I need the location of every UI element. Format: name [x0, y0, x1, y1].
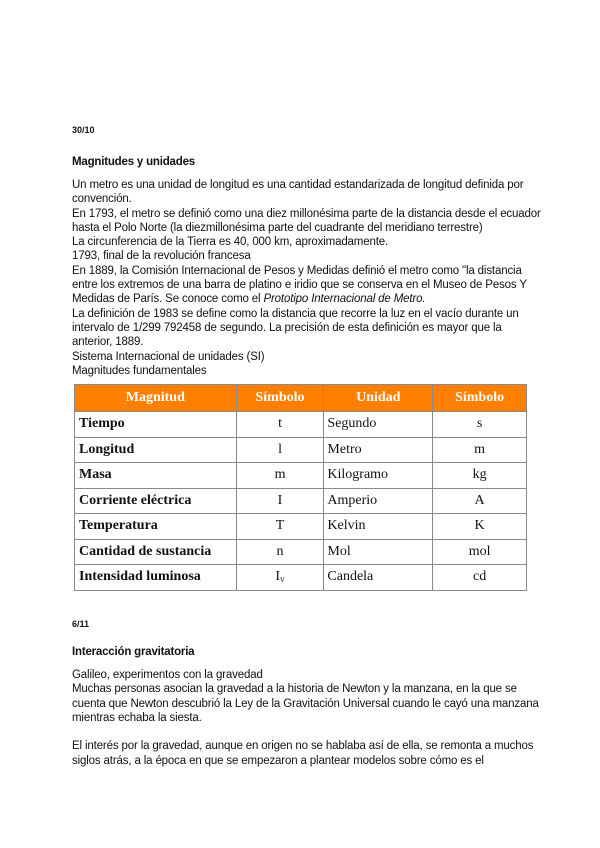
symbol-subscript: v	[280, 574, 285, 585]
cell-magnitud: Tiempo	[75, 412, 237, 438]
paragraph: Magnitudes fundamentales	[72, 364, 207, 377]
cell-unidad-simbolo: kg	[433, 463, 527, 489]
paragraph: La circunferencia de la Tierra es 40, 000 km, aproximadamente.	[72, 236, 389, 249]
body-text	[72, 668, 542, 768]
table-row	[75, 488, 527, 514]
cell-unidad-simbolo: K	[433, 514, 527, 540]
date-label: 30/10	[72, 125, 95, 135]
cell-simbolo: n	[236, 539, 324, 565]
cell-magnitud: Temperatura	[75, 514, 237, 540]
cell-unidad: Amperio	[324, 488, 433, 514]
paragraph: Galileo, experimentos con la gravedad	[72, 669, 263, 681]
cell-magnitud: Intensidad luminosa	[75, 565, 237, 591]
table-row	[75, 463, 527, 489]
paragraph: El interés por la gravedad, aunque en origen no se hablaba así de ella, se remonta a muchos siglos atrás, a la época en que se empezaron a plantear modelos sobre cómo es el	[72, 740, 534, 767]
table-row	[75, 539, 527, 565]
cell-unidad: Kilogramo	[324, 463, 433, 489]
paragraph	[72, 264, 542, 307]
body-text	[72, 178, 542, 378]
header-magnitud: Magnitud	[75, 385, 237, 412]
date-label: 6/11	[72, 619, 90, 629]
cell-unidad: Kelvin	[324, 514, 433, 540]
table-row	[75, 437, 527, 463]
cell-simbolo: l	[236, 437, 324, 463]
cell-unidad: Candela	[324, 565, 433, 591]
cell-magnitud: Masa	[75, 463, 237, 489]
paragraph: En 1793, el metro se definió como una diez millonésima parte de la distancia desde el ecuador hasta el Polo Norte (la diezmillonésima parte del cuadrante del meridiano terrestre)	[72, 207, 541, 234]
italic-term: Prototipo Internacional de Metro.	[263, 293, 426, 306]
header-unidad: Unidad	[324, 385, 433, 412]
cell-unidad-simbolo: mol	[433, 539, 527, 565]
cell-magnitud: Longitud	[75, 437, 237, 463]
cell-simbolo: T	[236, 514, 324, 540]
paragraph-text: En 1889, la Comisión Internacional de Pesos y Medidas definió el metro como "la distancia entre los extremos de una barra de platino e iridio que se conserva en el Museo de Pesos Y Medidas de París. Se conoce como el	[72, 264, 527, 306]
paragraph: 1793, final de la revolución francesa	[72, 250, 251, 263]
paragraph: La definición de 1983 se define como la distancia que recorre la luz en el vacío durante un intervalo de 1/299 792458 de segundo. La precisión de esta definición es mayor que la anterior, 1889.	[72, 307, 519, 349]
table-row	[75, 412, 527, 438]
cell-unidad: Metro	[324, 437, 433, 463]
cell-simbolo: I	[236, 488, 324, 514]
cell-simbolo: t	[236, 412, 324, 438]
section-heading: Magnitudes y unidades	[72, 156, 195, 168]
cell-magnitud: Cantidad de sustancia	[75, 539, 237, 565]
cell-unidad-simbolo: cd	[433, 565, 527, 591]
si-units-table	[74, 384, 527, 591]
cell-unidad-simbolo: s	[433, 412, 527, 438]
header-simbolo: Símbolo	[236, 385, 324, 412]
cell-simbolo: m	[236, 463, 324, 489]
header-unidad-simbolo: Símbolo	[433, 385, 527, 412]
table-row	[75, 565, 527, 591]
cell-magnitud: Corriente eléctrica	[75, 488, 237, 514]
cell-unidad-simbolo: A	[433, 488, 527, 514]
symbol-base: I	[275, 569, 281, 585]
table-header-row	[75, 385, 527, 412]
table-row	[75, 514, 527, 540]
cell-simbolo	[236, 565, 324, 591]
paragraph: Sistema Internacional de unidades (SI)	[72, 350, 265, 363]
paragraph: Muchas personas asocian la gravedad a la historia de Newton y la manzana, en la que se cuenta que Newton descubrió la Ley de la Gravitación Universal cuando le cayó una manzana mientras echaba la siesta.	[72, 683, 539, 724]
cell-unidad: Segundo	[324, 412, 433, 438]
section-heading: Interacción gravitatoria	[72, 646, 195, 658]
paragraph: Un metro es una unidad de longitud es una cantidad estandarizada de longitud definida por convención.	[72, 179, 524, 206]
blank-line	[72, 725, 542, 739]
cell-unidad: Mol	[324, 539, 433, 565]
cell-unidad-simbolo: m	[433, 437, 527, 463]
